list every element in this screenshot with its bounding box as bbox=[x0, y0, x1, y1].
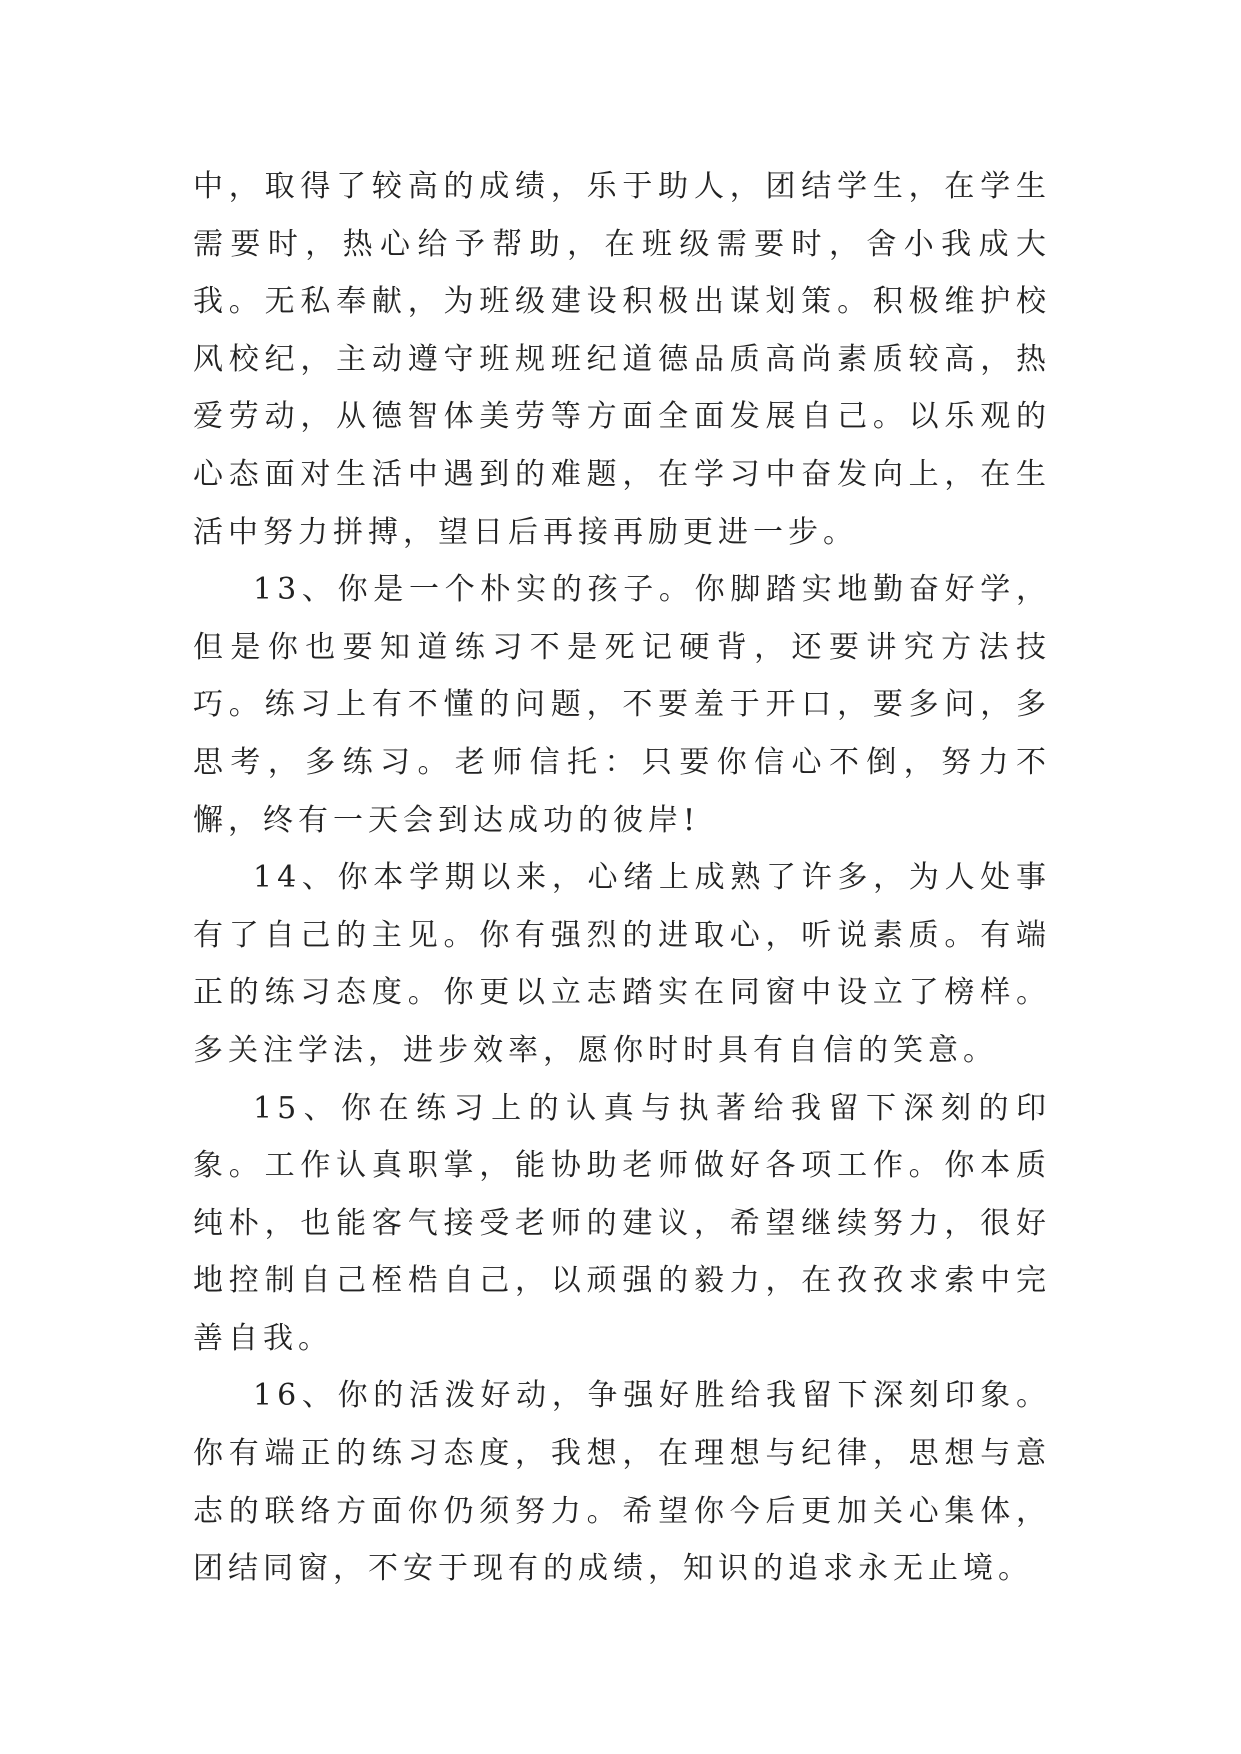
paragraph-16: 16、你的活泼好动，争强好胜给我留下深刻印象。你有端正的练习态度，我想，在理想与纪律，思想与意志的联络方面你仍须努力。希望你今后更加关心集体，团结同窗，不安于现有的成绩，知识的追求永无止境。 bbox=[193, 1378, 1051, 1587]
paragraph-14: 14、你本学期以来，心绪上成熟了许多，为人处事有了自己的主见。你有强烈的进取心，听说素质。有端正的练习态度。你更以立志踏实在同窗中设立了榜样。多关注学法，进步效率，愿你时时具有自信的笑意。 bbox=[193, 860, 1051, 1068]
paragraph-continuation: 中，取得了较高的成绩，乐于助人，团结学生，在学生需要时，热心给予帮助，在班级需要时，舍小我成大我。无私奉献，为班级建设积极出谋划策。积极维护校风校纪，主动遵守班规班纪道德品质高尚素质较高，热爱劳动，从德智体美劳等方面全面发展自己。以乐观的心态面对生活中遇到的难题，在学习中奋发向上，在生活中努力拼搏，望日后再接再励更进一步。 bbox=[193, 169, 1051, 550]
paragraph-13: 13、你是一个朴实的孩子。你脚踏实地勤奋好学，但是你也要知道练习不是死记硬背，还要讲究方法技巧。练习上有不懂的问题，不要羞于开口，要多问，多思考，多练习。老师信托：只要你信心不倒，努力不懈，终有一天会到达成功的彼岸! bbox=[193, 572, 1051, 838]
paragraph-15: 15、你在练习上的认真与执著给我留下深刻的印象。工作认真职掌，能协助老师做好各项工作。你本质纯朴，也能客气接受老师的建议，希望继续努力，很好地控制自己桎梏自己，以顽强的毅力，在孜孜求索中完善自我。 bbox=[193, 1090, 1051, 1356]
document-body bbox=[193, 158, 1051, 1598]
